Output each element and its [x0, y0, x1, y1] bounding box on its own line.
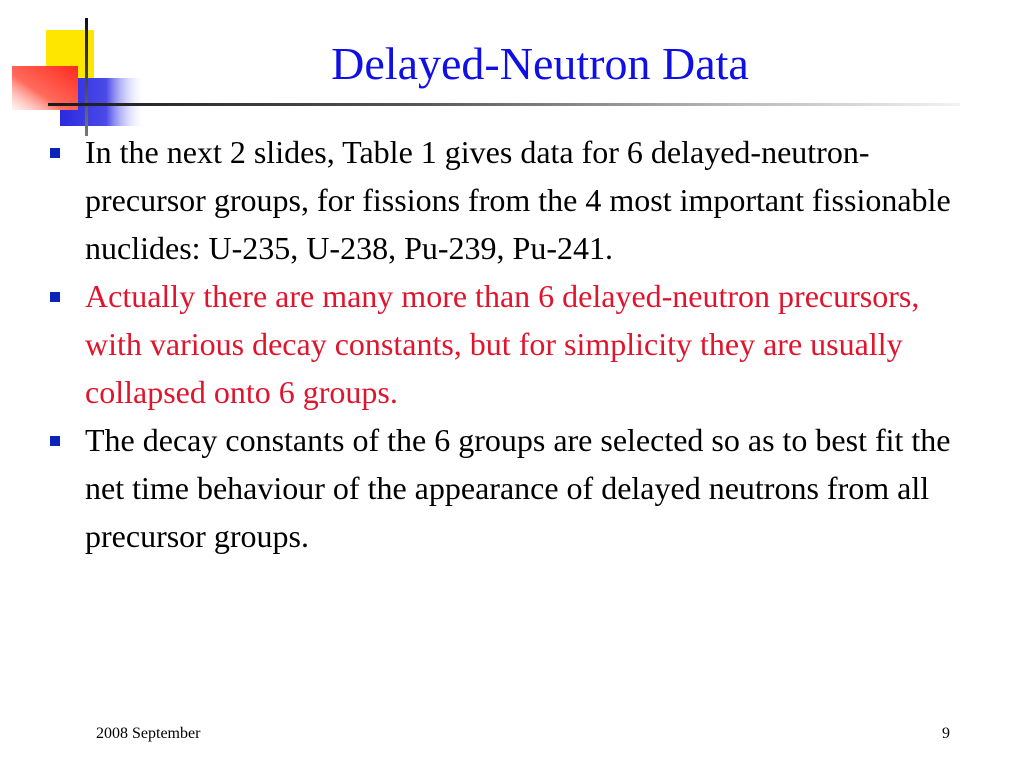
- bullet-text: The decay constants of the 6 groups are selected so as to best fit the net time behaviour of the appearance of delayed neutrons from all precursor groups.: [85, 422, 951, 554]
- bullet-text: Actually there are many more than 6 delayed-neutron precursors, with various decay constants, but for simplicity they are usually collapsed onto 6 groups.: [85, 278, 920, 410]
- slide-title: Delayed-Neutron Data: [331, 38, 749, 89]
- square-bullet-icon: [50, 436, 60, 446]
- stacked-squares-logo-icon: [10, 18, 150, 136]
- bullet-item: [48, 416, 978, 560]
- square-bullet-icon: [50, 148, 60, 158]
- bullet-text: In the next 2 slides, Table 1 gives data for 6 delayed-neutron-precursor groups, for fissions from the 4 most important fissionable nuclides: U-235, U-238, Pu-239, Pu-241.: [85, 134, 951, 266]
- footer-date: 2008 September: [96, 725, 201, 742]
- square-bullet-icon: [50, 292, 60, 302]
- title-divider: [48, 103, 960, 106]
- bullet-item-highlighted: [48, 272, 978, 416]
- bullet-item: [48, 128, 978, 272]
- page-number: 9: [942, 725, 950, 742]
- bullet-list: [48, 128, 978, 560]
